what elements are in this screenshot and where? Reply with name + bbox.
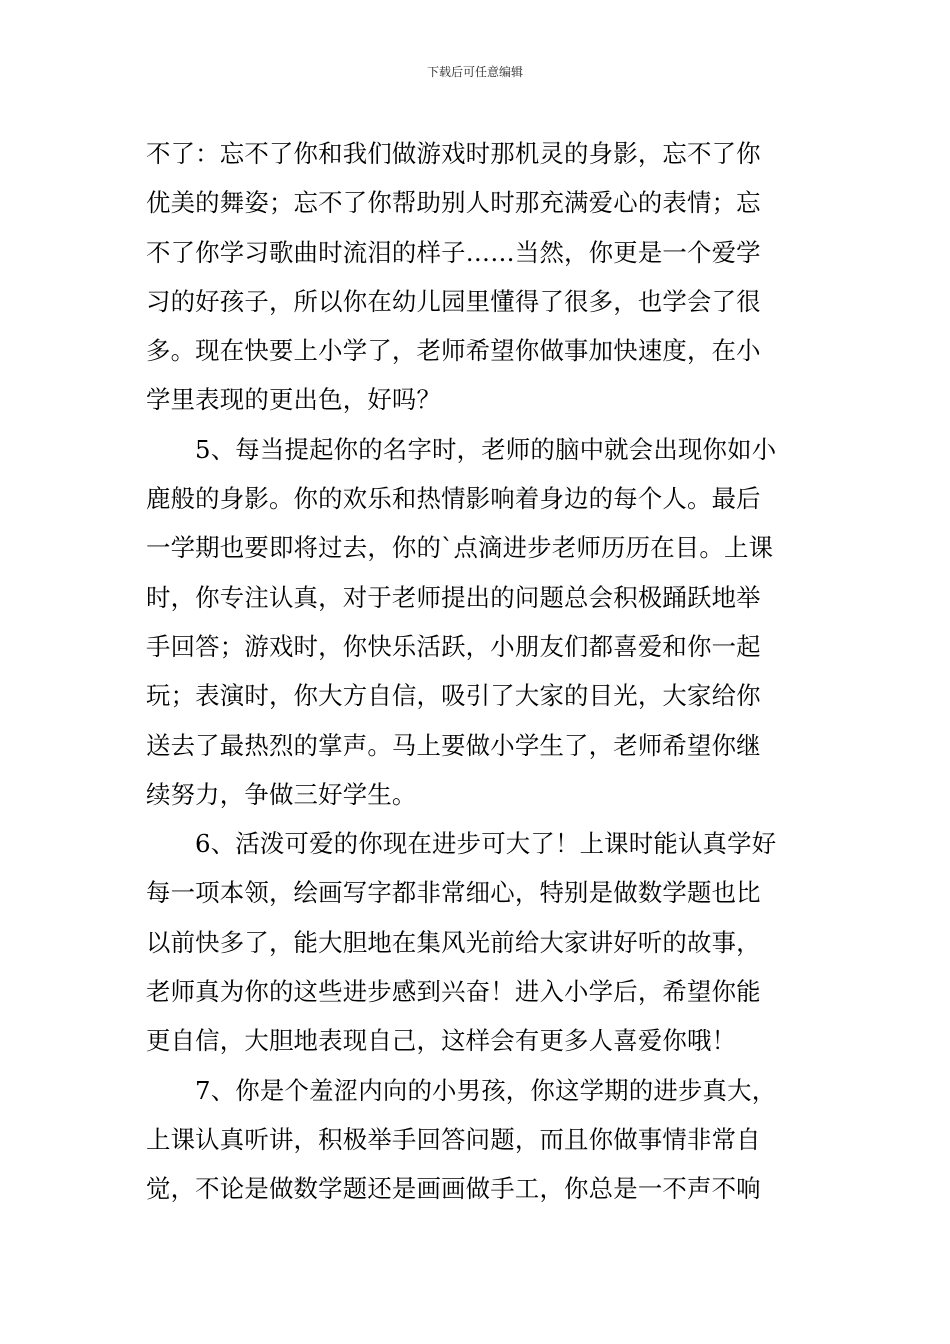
text-line: 送去了最热烈的掌声。马上要做小学生了，老师希望你继 [146, 730, 761, 760]
text-line: 玩；表演时，你大方自信，吸引了大家的目光，大家给你 [146, 681, 761, 711]
text-line: 学里表现的更出色，好吗？ [146, 385, 442, 415]
text-line: 5、每当提起你的名字时，老师的脑中就会出现你如小 [195, 434, 777, 464]
text-line: 更自信，大胆地表现自己，这样会有更多人喜爱你哦！ [146, 1026, 737, 1056]
text-line: 以前快多了，能大胆地在集风光前给大家讲好听的故事， [146, 927, 761, 957]
paragraph-item-7 [146, 1066, 806, 1214]
text-line: 每一项本领，绘画写字都非常细心，特别是做数学题也比 [146, 878, 761, 908]
text-line: 一学期也要即将过去，你的`点滴进步老师历历在目。上课 [146, 533, 774, 563]
text-line: 鹿般的身影。你的欢乐和热情影响着身边的每个人。最后 [146, 484, 761, 514]
text-line: 老师真为你的这些进步感到兴奋！进入小学后，希望你能 [146, 977, 761, 1007]
text-line: 手回答；游戏时，你快乐活跃，小朋友们都喜爱和你一起 [146, 631, 761, 661]
paragraph-item-5 [146, 425, 806, 819]
text-line: 不了：忘不了你和我们做游戏时那机灵的身影，忘不了你 [146, 139, 761, 168]
text-line: 习的好孩子，所以你在幼儿园里懂得了很多，也学会了很 [146, 286, 761, 316]
text-line: 上课认真听讲，积极举手回答问题，而且你做事情非常自 [146, 1124, 761, 1154]
text-line: 多。现在快要上小学了，老师希望你做事加快速度，在小 [146, 336, 761, 366]
text-line: 时，你专注认真，对于老师提出的问题总会积极踊跃地举 [146, 582, 761, 612]
text-line: 觉，不论是做数学题还是画画做手工，你总是一不声不响 [146, 1174, 761, 1204]
text-line: 优美的舞姿；忘不了你帮助别人时那充满爱心的表情；忘 [146, 188, 761, 218]
text-line: 7、你是个羞涩内向的小男孩，你这学期的进步真大， [195, 1075, 777, 1105]
document-body [146, 129, 806, 1214]
text-line: 不了你学习歌曲时流泪的样子……当然，你更是一个爱学 [146, 237, 761, 267]
text-line: 6、活泼可爱的你现在进步可大了！上课时能认真学好 [195, 829, 777, 859]
paragraph-item-6 [146, 819, 806, 1065]
text-line: 续努力，争做三好学生。 [146, 779, 417, 809]
paragraph-continuation [146, 129, 806, 425]
page-header: 下载后可任意编辑 [426, 65, 523, 79]
